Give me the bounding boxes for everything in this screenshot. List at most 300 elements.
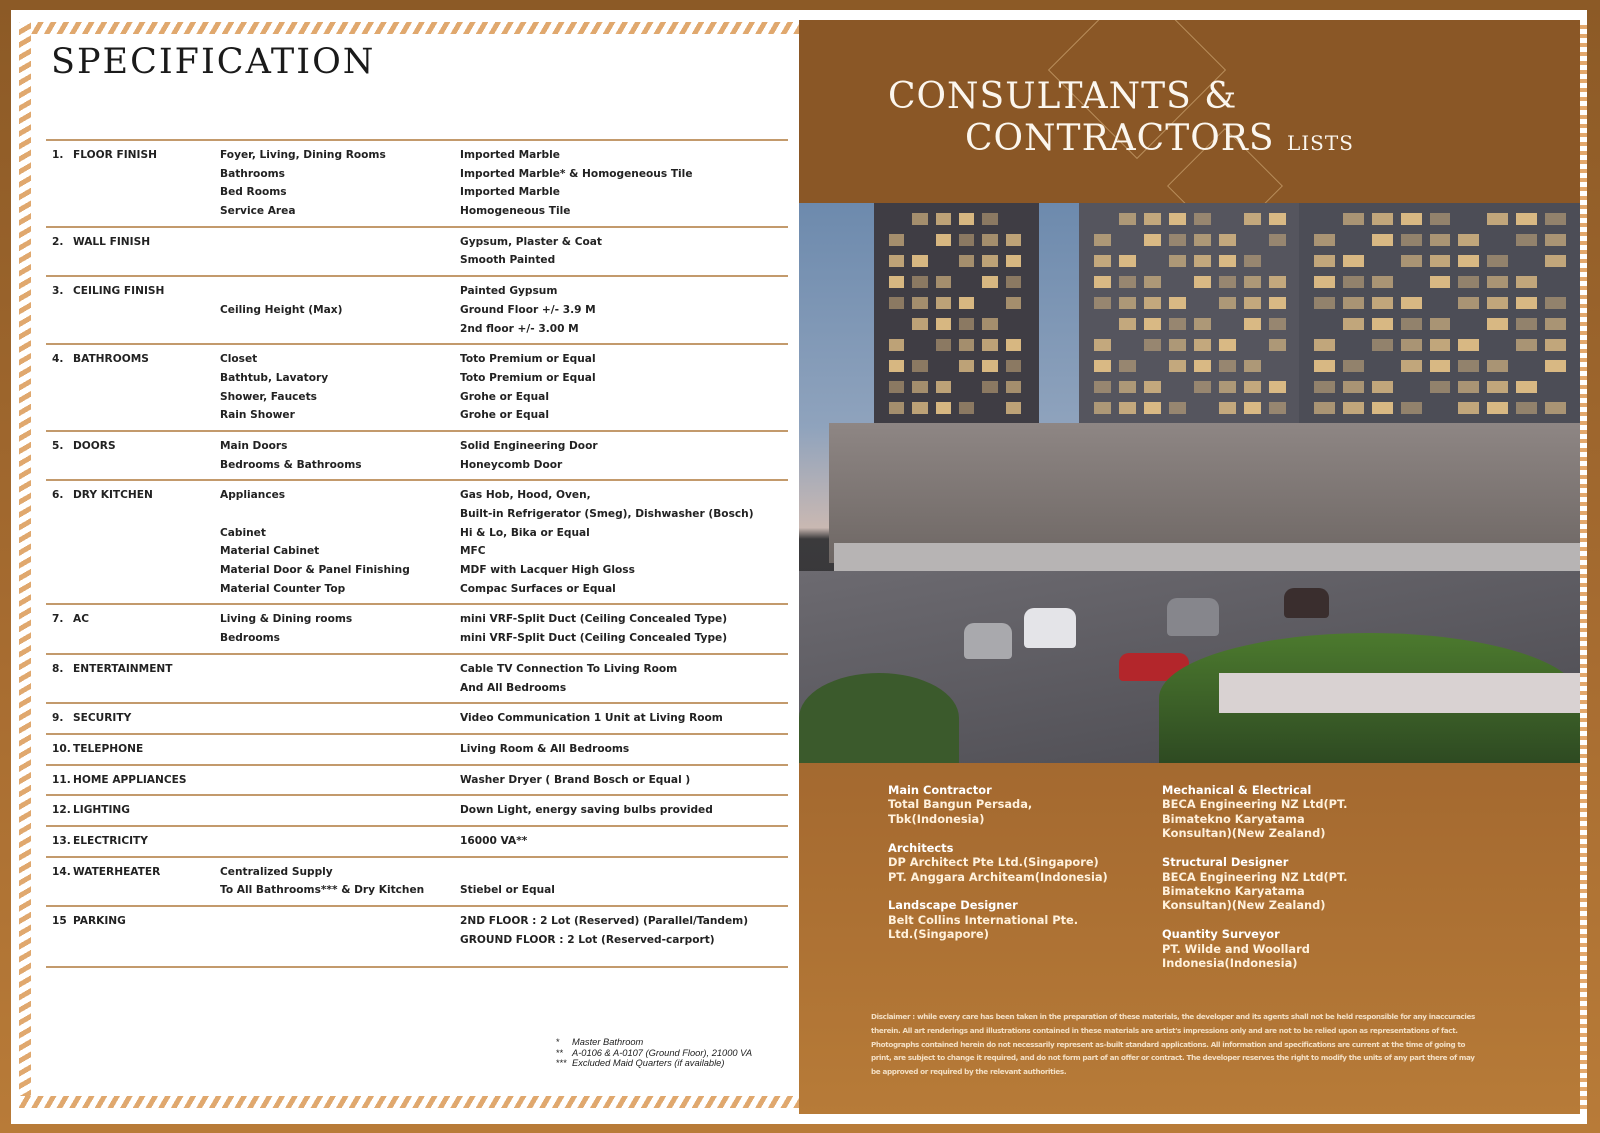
window-light: [889, 234, 904, 246]
window-light: [1372, 339, 1393, 351]
spec-number: 10.: [52, 742, 71, 755]
window-light: [1219, 360, 1236, 372]
spec-row: [46, 432, 788, 481]
window-light: [1401, 339, 1422, 351]
window-light: [1545, 234, 1566, 246]
window-light: [912, 360, 927, 372]
spec-number: 9.: [52, 712, 64, 725]
window-light: [1269, 339, 1286, 351]
spec-category: CEILING FINISH: [73, 285, 165, 298]
spec-line: [46, 630, 788, 649]
window-light: [1401, 255, 1422, 267]
carport-roof: [834, 543, 1580, 571]
spec-value: Down Light, energy saving bulbs provided: [460, 804, 713, 817]
spec-value: Built-in Refrigerator (Smeg), Dishwasher (Bosch): [460, 508, 754, 520]
spec-row: [46, 481, 788, 605]
spec-item: Shower, Faucets: [220, 390, 317, 403]
window-light: [1219, 255, 1236, 267]
footnote: [556, 1048, 752, 1059]
window-light: [936, 402, 951, 414]
spec-number: 4.: [52, 353, 64, 366]
window-light: [1194, 234, 1211, 246]
window-light: [1219, 234, 1236, 246]
window-light: [1516, 339, 1537, 351]
window-light: [912, 297, 927, 309]
spec-category: TELEPHONE: [73, 742, 144, 755]
spec-value: Imported Marble: [460, 186, 560, 199]
window-light: [1094, 381, 1111, 393]
car-white: [1024, 608, 1076, 648]
window-light: [1269, 297, 1286, 309]
spec-item: Bedrooms: [220, 632, 280, 645]
window-light: [1314, 276, 1335, 288]
window-light: [1458, 255, 1479, 267]
spec-line: [46, 680, 788, 699]
car-dark: [1284, 588, 1329, 618]
window-light: [1545, 339, 1566, 351]
window-light: [959, 213, 974, 225]
footnote-mark: **: [556, 1047, 564, 1058]
window-light: [1169, 297, 1186, 309]
window-light: [1458, 297, 1479, 309]
window-light: [1516, 402, 1537, 414]
footnote-text: Master Bathroom: [572, 1037, 644, 1047]
window-light: [959, 234, 974, 246]
window-light: [1006, 339, 1021, 351]
window-light: [1169, 213, 1186, 225]
window-light: [1458, 234, 1479, 246]
spec-number: 7.: [52, 613, 64, 626]
spec-row: [46, 766, 788, 797]
spec-category: DOORS: [73, 439, 116, 452]
window-light: [1487, 318, 1508, 330]
spec-row: [46, 827, 788, 858]
contact-name: DP Architect Pte Ltd.(Singapore) PT. Anggara Architeam(Indonesia): [888, 855, 1108, 884]
window-light: [1487, 360, 1508, 372]
spec-value: Gas Hob, Hood, Oven,: [460, 489, 591, 502]
spec-category: HOME APPLIANCES: [73, 773, 187, 786]
spec-value: Honeycomb Door: [460, 458, 563, 471]
window-light: [1244, 402, 1261, 414]
window-light: [1094, 276, 1111, 288]
window-light: [1343, 402, 1364, 414]
window-light: [1244, 276, 1261, 288]
window-light: [1119, 381, 1136, 393]
spec-category: AC: [73, 613, 89, 626]
window-light: [1194, 318, 1211, 330]
window-light: [1516, 318, 1537, 330]
spec-line: [46, 913, 788, 932]
window-light: [1343, 381, 1364, 393]
spec-category: ELECTRICITY: [73, 834, 148, 847]
spec-line: [46, 710, 788, 729]
spec-value: Compac Surfaces or Equal: [460, 582, 616, 595]
spec-value: Imported Marble* & Homogeneous Tile: [460, 167, 693, 180]
spec-item: Bed Rooms: [220, 186, 287, 199]
window-light: [912, 213, 927, 225]
perforated-edge: [1580, 20, 1587, 1114]
window-light: [889, 255, 904, 267]
window-light: [1169, 255, 1186, 267]
spec-line: [46, 351, 788, 370]
spec-item: Living & Dining rooms: [220, 613, 353, 626]
spec-item: Service Area: [220, 205, 296, 218]
window-light: [1545, 402, 1566, 414]
spec-value: Imported Marble: [460, 149, 560, 161]
window-light: [1314, 402, 1335, 414]
spec-value: Hi & Lo, Bika or Equal: [460, 526, 590, 539]
window-light: [1169, 234, 1186, 246]
contacts-column-1: [888, 783, 1108, 956]
window-light: [1401, 234, 1422, 246]
window-light: [1269, 381, 1286, 393]
window-light: [1244, 297, 1261, 309]
spec-value: Homogeneous Tile: [460, 205, 571, 218]
spec-row: [46, 655, 788, 704]
spec-number: 12.: [52, 804, 71, 817]
window-light: [1372, 213, 1393, 225]
contact-group: [888, 841, 1108, 884]
footnote-text: A-0106 & A-0107 (Ground Floor), 21000 VA: [572, 1047, 753, 1058]
window-light: [1458, 360, 1479, 372]
spec-line: [46, 772, 788, 791]
window-light: [1219, 276, 1236, 288]
window-light: [1487, 255, 1508, 267]
title-line-1: CONSULTANTS &: [888, 76, 1238, 117]
window-light: [1094, 234, 1111, 246]
spec-line: [46, 389, 788, 408]
spec-category: FLOOR FINISH: [73, 149, 157, 161]
spec-line: [46, 882, 788, 901]
window-light: [959, 255, 974, 267]
footnote-text: Excluded Maid Quarters (if available): [572, 1058, 725, 1068]
window-light: [1269, 318, 1286, 330]
window-light: [982, 339, 997, 351]
spec-line: [46, 457, 788, 476]
window-light: [1343, 360, 1364, 372]
window-light: [982, 255, 997, 267]
spec-item: Closet: [220, 353, 258, 366]
window-light: [1545, 255, 1566, 267]
window-light: [1244, 381, 1261, 393]
spec-row: [46, 796, 788, 827]
spec-row: [46, 228, 788, 277]
spec-value: Toto Premium or Equal: [460, 371, 596, 384]
window-light: [1119, 318, 1136, 330]
window-light: [1094, 255, 1111, 267]
spec-row: [46, 277, 788, 345]
window-light: [1458, 402, 1479, 414]
window-light: [1119, 402, 1136, 414]
car-grey: [1167, 598, 1219, 636]
window-light: [889, 381, 904, 393]
window-light: [1458, 276, 1479, 288]
window-light: [936, 339, 951, 351]
window-light: [912, 402, 927, 414]
spec-item: Ceiling Height (Max): [220, 303, 343, 316]
consultants-page: [799, 20, 1580, 1114]
window-light: [1144, 381, 1161, 393]
spec-category: ENTERTAINMENT: [73, 662, 173, 675]
window-light: [1094, 297, 1111, 309]
spec-line: [46, 581, 788, 600]
spec-number: 13.: [52, 834, 71, 847]
window-light: [1144, 318, 1161, 330]
window-light: [1244, 213, 1261, 225]
spec-value: Painted Gypsum: [460, 285, 558, 298]
window-light: [1401, 297, 1422, 309]
window-light: [1314, 255, 1335, 267]
spec-value: Washer Dryer ( Brand Bosch or Equal ): [460, 773, 691, 786]
window-light: [1144, 234, 1161, 246]
window-light: [1401, 360, 1422, 372]
contact-role: Quantity Surveyor: [1162, 927, 1280, 942]
window-light: [1430, 381, 1451, 393]
window-light: [959, 339, 974, 351]
window-light: [1430, 360, 1451, 372]
window-light: [1006, 255, 1021, 267]
spec-row: [46, 907, 788, 968]
window-light: [889, 402, 904, 414]
window-light: [1516, 213, 1537, 225]
window-light: [1343, 276, 1364, 288]
car-silver: [964, 623, 1012, 659]
spec-line: [46, 525, 788, 544]
window-light: [1169, 339, 1186, 351]
spec-value: 16000 VA**: [460, 834, 528, 847]
window-light: [959, 318, 974, 330]
window-light: [936, 213, 951, 225]
window-light: [1244, 360, 1261, 372]
spec-value: Video Communication 1 Unit at Living Room: [460, 712, 723, 725]
disclaimer-text: Disclaimer : while every care has been taken in the preparation of these materials, the developer and its agents shall not be held responsible for any inaccuracies therein. All art renderings and illustrations contained in these materials are artist's impressions only and are not to be relied upon as representations of fact. Photographs contained herein do not necessarily represent as-built standard applications. All information and specifications are current at the time of going to print, are subject to change it required, and do not form part of an offer or contract. The developer reserves the right to modify the units of any part there of may be approved or required by the relevant authorities.: [871, 1012, 1475, 1077]
spec-item: To All Bathrooms*** & Dry Kitchen: [220, 884, 425, 897]
window-light: [936, 297, 951, 309]
spec-value: MFC: [460, 545, 486, 558]
specification-page: [31, 34, 799, 1096]
spec-line: [46, 864, 788, 883]
window-light: [1119, 276, 1136, 288]
window-light: [1144, 276, 1161, 288]
window-light: [959, 402, 974, 414]
window-light: [1372, 234, 1393, 246]
window-light: [1487, 276, 1508, 288]
window-light: [1545, 297, 1566, 309]
contact-group: [888, 898, 1108, 941]
contact-role: Landscape Designer: [888, 898, 1018, 913]
spec-line: [46, 506, 788, 525]
spec-line: [46, 802, 788, 821]
spec-line: [46, 370, 788, 389]
spec-number: 14.: [52, 865, 71, 878]
contact-group: [1162, 783, 1347, 841]
spec-line: [46, 543, 788, 562]
spec-line: [46, 741, 788, 760]
window-light: [1343, 213, 1364, 225]
spec-line: [46, 166, 788, 185]
spec-value: Ground Floor +/- 3.9 M: [460, 303, 596, 316]
window-light: [1269, 213, 1286, 225]
window-light: [1006, 234, 1021, 246]
spec-value: 2ND FLOOR : 2 Lot (Reserved) (Parallel/Tandem): [460, 915, 749, 927]
window-light: [912, 255, 927, 267]
window-light: [1194, 213, 1211, 225]
contact-name: BECA Engineering NZ Ltd(PT. Bimatekno Karyatama Konsultan)(New Zealand): [1162, 869, 1348, 913]
window-light: [1194, 381, 1211, 393]
title-line-2-main: CONTRACTORS: [965, 118, 1275, 159]
spec-value: Stiebel or Equal: [460, 884, 555, 897]
spec-line: [46, 407, 788, 426]
window-light: [1516, 297, 1537, 309]
window-light: [889, 276, 904, 288]
spec-line: [46, 321, 788, 340]
window-light: [1545, 360, 1566, 372]
window-light: [1094, 402, 1111, 414]
spec-item: Material Door & Panel Finishing: [220, 564, 410, 577]
spec-item: Centralized Supply: [220, 865, 333, 878]
window-light: [1144, 339, 1161, 351]
window-light: [1244, 318, 1261, 330]
contact-role: Main Contractor: [888, 783, 992, 797]
window-light: [1219, 297, 1236, 309]
window-light: [889, 297, 904, 309]
window-light: [1430, 339, 1451, 351]
hatched-border-bottom: [19, 1096, 799, 1108]
window-light: [1343, 318, 1364, 330]
spec-number: 11.: [52, 773, 71, 786]
spec-value: Gypsum, Plaster & Coat: [460, 235, 602, 248]
spec-row: [46, 735, 788, 766]
window-light: [1006, 402, 1021, 414]
window-light: [1006, 276, 1021, 288]
spec-value: MDF with Lacquer High Gloss: [460, 564, 635, 577]
spec-line: [46, 234, 788, 253]
spec-number: 5.: [52, 439, 64, 452]
window-light: [959, 360, 974, 372]
footnote-mark: *: [556, 1037, 560, 1047]
window-light: [1430, 318, 1451, 330]
window-light: [936, 276, 951, 288]
contact-role: Mechanical & Electrical: [1162, 783, 1312, 797]
spec-item: Cabinet: [220, 526, 266, 539]
window-light: [1372, 297, 1393, 309]
window-light: [1314, 360, 1335, 372]
window-light: [982, 318, 997, 330]
window-light: [1119, 255, 1136, 267]
spec-line: [46, 833, 788, 852]
window-light: [1119, 360, 1136, 372]
window-light: [1430, 213, 1451, 225]
footnotes: [556, 1037, 752, 1069]
hatched-border-left: [19, 22, 31, 1108]
spec-category: WATERHEATER: [73, 865, 161, 878]
window-light: [1244, 255, 1261, 267]
window-light: [1314, 339, 1335, 351]
window-light: [912, 381, 927, 393]
window-light: [1487, 381, 1508, 393]
window-light: [1006, 297, 1021, 309]
spec-value: GROUND FLOOR : 2 Lot (Reserved-carport): [460, 933, 715, 946]
window-light: [1487, 402, 1508, 414]
contact-group: [1162, 927, 1347, 970]
spec-line: [46, 611, 788, 630]
spec-category: WALL FINISH: [73, 235, 151, 248]
window-light: [936, 234, 951, 246]
window-light: [1169, 360, 1186, 372]
window-light: [1401, 318, 1422, 330]
spec-item: Bathrooms: [220, 167, 285, 180]
window-light: [982, 276, 997, 288]
window-light: [1458, 381, 1479, 393]
footnote: [556, 1058, 752, 1069]
landscaping-left: [799, 673, 959, 763]
spec-line: [46, 438, 788, 457]
window-light: [1219, 402, 1236, 414]
spec-line: [46, 252, 788, 271]
window-light: [1401, 213, 1422, 225]
window-light: [1372, 276, 1393, 288]
spec-line: [46, 661, 788, 680]
window-light: [936, 381, 951, 393]
spec-number: 8.: [52, 662, 64, 675]
contact-role: Architects: [888, 840, 954, 855]
contact-name: Total Bangun Persada, Tbk(Indonesia): [888, 797, 1033, 826]
tower-right: [1079, 203, 1299, 433]
window-light: [1516, 276, 1537, 288]
spec-item: Material Cabinet: [220, 545, 320, 558]
spec-number: 3.: [52, 285, 64, 298]
window-light: [1314, 234, 1335, 246]
window-light: [1269, 276, 1286, 288]
contact-group: [888, 783, 1108, 826]
spec-line: [46, 487, 788, 506]
window-light: [1372, 402, 1393, 414]
window-light: [959, 297, 974, 309]
spec-number: 6.: [52, 489, 64, 502]
window-light: [1194, 255, 1211, 267]
window-light: [1144, 402, 1161, 414]
hatched-border-top: [19, 22, 799, 34]
window-light: [1487, 213, 1508, 225]
spec-value: Living Room & All Bedrooms: [460, 742, 630, 755]
window-light: [1169, 402, 1186, 414]
window-light: [1006, 360, 1021, 372]
window-light: [1487, 297, 1508, 309]
spec-line: [46, 184, 788, 203]
boundary-fence: [1219, 673, 1580, 713]
spec-category: PARKING: [73, 915, 126, 927]
window-light: [912, 276, 927, 288]
window-light: [1545, 213, 1566, 225]
spec-line: [46, 203, 788, 222]
window-light: [1094, 339, 1111, 351]
spec-value: Grohe or Equal: [460, 390, 549, 403]
window-light: [1119, 297, 1136, 309]
spec-row: [46, 345, 788, 432]
window-light: [1269, 402, 1286, 414]
window-light: [1006, 381, 1021, 393]
spec-number: 1.: [52, 149, 64, 161]
spec-item: Rain Shower: [220, 409, 295, 422]
spec-value: mini VRF-Split Duct (Ceiling Concealed Type): [460, 632, 728, 645]
window-light: [1169, 318, 1186, 330]
title-line-2: [965, 118, 1354, 159]
spec-item: Appliances: [220, 489, 286, 502]
spec-value: Toto Premium or Equal: [460, 353, 596, 366]
contact-group: [1162, 855, 1347, 913]
spec-row: [46, 858, 788, 907]
window-light: [1219, 381, 1236, 393]
